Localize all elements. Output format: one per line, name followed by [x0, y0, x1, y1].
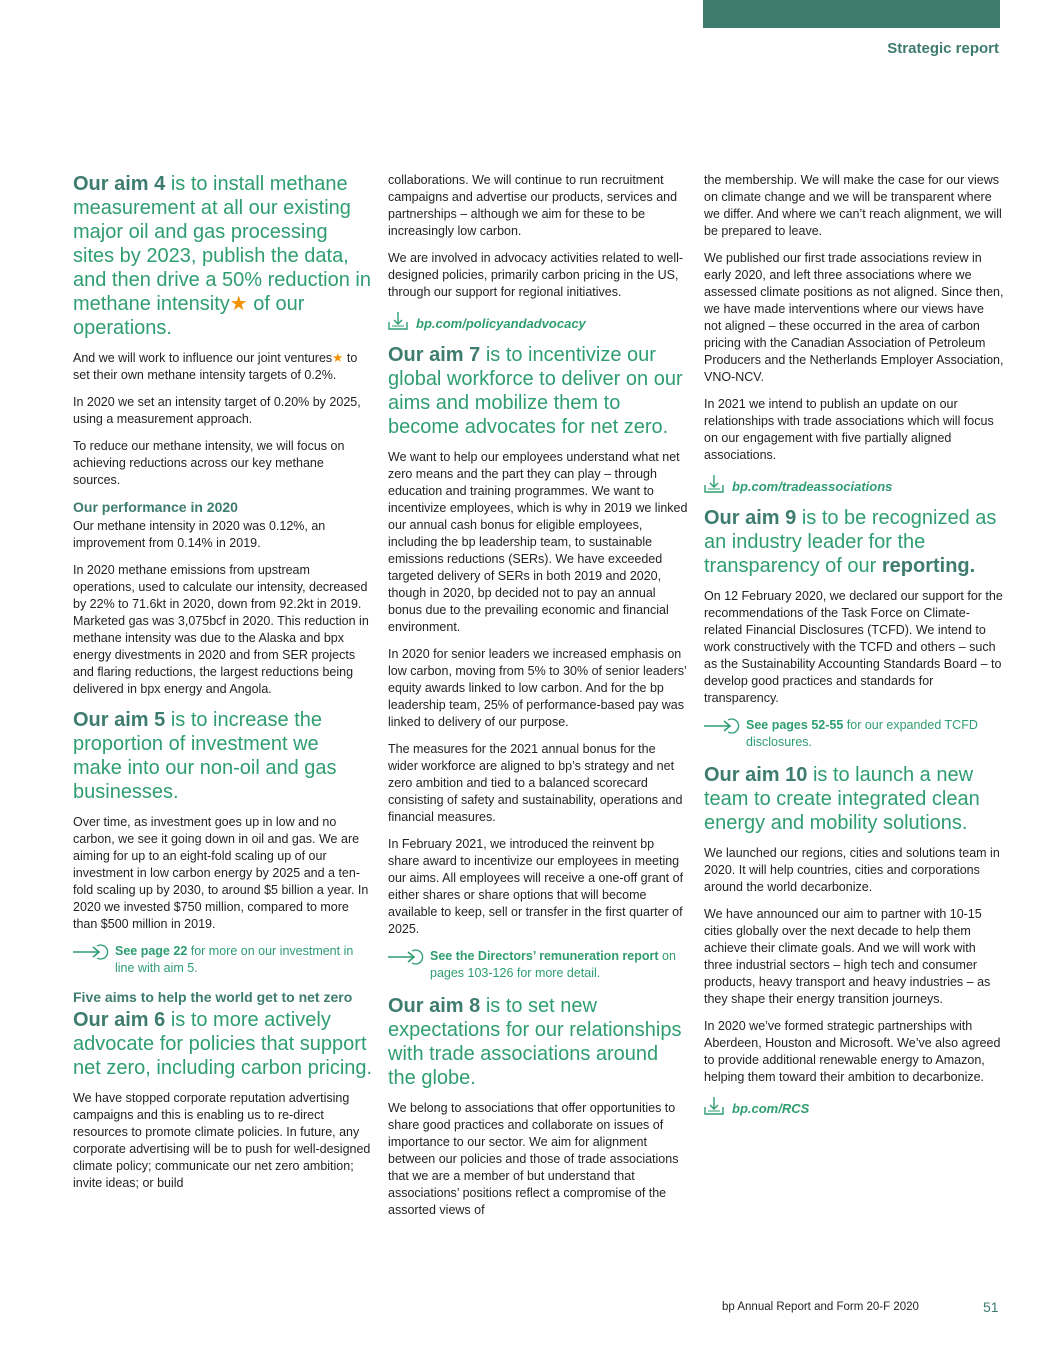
header-color-bar — [703, 0, 1000, 28]
download-icon — [388, 311, 408, 331]
performance-heading: Our performance in 2020 — [73, 499, 238, 515]
aim-5-lead: Our aim 5 — [73, 709, 166, 731]
paragraph: On 12 February 2020, we declared our support for the recommendations of the Task Force on Climate-related Financial Disclosures (TCFD). We intend to work constructively with the TCFD and others – such as the Sustainability Accounting Standards Board – to develop good practices and standards for transparency. — [704, 589, 1003, 705]
paragraph: the membership. We will make the case for our views on climate change and we will be transparent where we differ. And where we can’t reach alignment, we will be prepared to leave. — [704, 173, 1002, 238]
aim-8-text: is to set new expectations for our relationships with trade associations around the globe. — [388, 995, 682, 1089]
paragraph: We have stopped corporate reputation advertising campaigns and this is enabling us to re-direct resources to promote climate policies. In future, any corporate advertising will be to push for well-designed climate policy; communicate our net zero ambition; invite ideas; or build — [73, 1091, 371, 1190]
paragraph: We launched our regions, cities and solutions team in 2020. It will help countries, cities and corporations around the world decarbonize. — [704, 846, 1000, 894]
paragraph: collaborations. We will continue to run recruitment campaigns and advertise our products, services and partnerships – although we aim for these to be increasingly low carbon. — [388, 173, 678, 238]
paragraph: We are involved in advocacy activities related to well-designed policies, primarily carbon pricing in the US, through our support for regional initiatives. — [388, 251, 684, 299]
aim-6-lead: Our aim 6 — [73, 1009, 166, 1031]
link-text: bp.com/RCS — [732, 1101, 810, 1116]
paragraph: Over time, as investment goes up in low and no carbon, we see it going down in oil and gas. We are aiming for up to an eight-fold scaling up of our investment in low carbon energy by 2025 and a ten-fold scaling up by 2030, to around $5 billion a year. In 2020 we invested $750 million, compared to more than $500 million in 2019. — [73, 815, 369, 931]
cross-reference-tcfd[interactable] — [704, 717, 1004, 751]
cross-reference-rest: for more on our investment in line with aim 5. — [115, 944, 354, 975]
aim-5-heading — [73, 708, 373, 804]
paragraph: In 2020 we set an intensity target of 0.20% by 2025, using a measurement approach. — [73, 395, 361, 426]
link-text: bp.com/tradeassociations — [732, 479, 893, 494]
aim-8-lead: Our aim 8 — [388, 995, 481, 1017]
aim-8-heading — [388, 994, 688, 1090]
aim-10-lead: Our aim 10 — [704, 764, 808, 786]
column-2 — [388, 172, 688, 1229]
paragraph: Our methane intensity in 2020 was 0.12%, an improvement from 0.14% in 2019. — [73, 519, 326, 550]
cross-reference-bold: See the Directors’ remuneration report — [430, 949, 659, 963]
aim-10-text: is to launch a new team to create integrated clean energy and mobility solutions. — [704, 764, 980, 834]
paragraph: The measures for the 2021 annual bonus for the wider workforce are aligned to bp’s strategy and net zero ambition and tied to a balanced scorecard consisting of safety and sustainability, operations and financial measures. — [388, 742, 683, 824]
link-rcs[interactable] — [704, 1096, 1004, 1116]
cross-reference-text — [430, 948, 688, 982]
cross-reference-rest: for our expanded TCFD disclosures. — [746, 718, 978, 749]
aim-9-lead: Our aim 9 — [704, 507, 797, 529]
cross-reference-text — [746, 717, 1004, 751]
cross-reference-bold: See page 22 — [115, 944, 188, 958]
cross-reference-bold: See pages 52-55 — [746, 718, 844, 732]
aim-10-heading — [704, 763, 1004, 835]
paragraph: We belong to associations that offer opportunities to share good practices and collaborate on issues of importance to our sector. We aim for alignment between our policies and those of trade associations that we are a member of but understand that associations’ positions reflect a compromise of the assorted views of — [388, 1101, 679, 1217]
aim-7-heading — [388, 343, 688, 439]
aim-9-bold-tail: reporting. — [881, 555, 976, 577]
arrow-right-icon — [73, 943, 109, 961]
aim-9-heading — [704, 506, 1004, 578]
cross-reference-rest: on pages 103-126 for more detail. — [430, 949, 676, 980]
aim-5-text: is to increase the proportion of investment we make into our non-oil and gas businesses. — [73, 709, 337, 803]
section-label: Strategic report — [887, 40, 999, 57]
paragraph: We want to help our employees understand what net zero means and the part they can play – through education and training programmes. We want to incentivize employees, which is why in 2019 we linked our annual cash bonus for eligible employees, including the bp leadership team, to sustainable emissions reductions (SERs). We have exceeded targeted delivery of SERs in both 2019 and 2020, though in 2020, bp decided not to pay an annual bonus due to the prevailing economic and financial environment. — [388, 450, 688, 634]
arrow-right-icon — [388, 948, 424, 966]
paragraph: We published our first trade associations review in early 2020, and left three associations where we assessed climate positions as not aligned. Since then, we have made interventions where our views have not aligned – these occurred in the area of carbon pricing with the Canadian Association of Petroleum Producers and the Netherlands Employer Association, VNO-NCV. — [704, 251, 1004, 384]
link-text: bp.com/policyandadvocacy — [416, 316, 586, 331]
aim-4-tail: of our operations. — [73, 293, 305, 339]
aim-4-lead: Our aim 4 — [73, 173, 166, 195]
paragraph: In 2020 methane emissions from upstream operations, used to calculate our intensity, decreased by 22% to 71.6kt in 2020, down from 92.2kt in 2019. Marketed gas was 3,075bcf in 2020. This reduction in methane intensity was due to the Alaska and bpx energy divestments in 2020 and from SER projects and flaring reductions, the largest reductions being delivered in bpx energy and Angola. — [73, 563, 369, 696]
aim-4-text: is to install methane measurement at all our existing major oil and gas processing sites by 2023, publish the data, and then drive a 50% reduction in methane intensity — [73, 173, 371, 315]
star-icon: ★ — [229, 293, 248, 315]
star-icon: ★ — [332, 351, 344, 365]
paragraph: In February 2021, we introduced the reinvent bp share award to incentivize our employees in meeting our aims. All employees will receive a one-off grant of either shares or share options that will become available to keep, sell or transfer in the first quarter of 2025. — [388, 837, 684, 936]
paragraph-text: And we will work to influence our joint ventures — [73, 351, 333, 365]
paragraph — [73, 350, 373, 384]
paragraph: In 2020 we’ve formed strategic partnerships with Aberdeen, Houston and Microsoft. We’ve also agreed to provide additional renewable energy to Amazon, helping them toward their ambition to decarbonize. — [704, 1019, 1001, 1084]
aim-6-heading — [73, 1008, 373, 1080]
page-number: 51 — [983, 1299, 999, 1315]
link-trade-associations[interactable] — [704, 474, 1004, 494]
aim-9-text: is to be recognized as an industry leader for the transparency of our — [704, 507, 997, 577]
aim-7-lead: Our aim 7 — [388, 344, 481, 366]
paragraph: We have announced our aim to partner with 10-15 cities globally over the next decade to help them achieve their climate goals. And we will work with three industrial sectors – high tech and consumer products, heavy transport and heavy industries – as they shape their energy transition journeys. — [704, 907, 991, 1006]
cross-reference-remuneration[interactable] — [388, 948, 688, 982]
paragraph: In 2020 for senior leaders we increased emphasis on low carbon, moving from 5% to 30% of senior leaders’ equity awards linked to low carbon. And for the bp leadership team, 25% of performance-based pay was linked to delivery of our purpose. — [388, 647, 687, 729]
five-aims-heading: Five aims to help the world get to net zero — [73, 989, 353, 1005]
aim-4-heading — [73, 172, 373, 340]
download-icon — [704, 474, 724, 494]
download-icon — [704, 1096, 724, 1116]
arrow-right-icon — [704, 717, 740, 735]
column-1 — [73, 172, 373, 1202]
column-3 — [704, 172, 1004, 1128]
paragraph-text: to set their own methane intensity targets of 0.2%. — [73, 351, 358, 382]
paragraph: To reduce our methane intensity, we will focus on achieving reductions across our key methane sources. — [73, 439, 345, 487]
aim-6-text: is to more actively advocate for policies that support net zero, including carbon pricing. — [73, 1009, 373, 1079]
cross-reference-text — [115, 943, 373, 977]
cross-reference-page-22[interactable] — [73, 943, 373, 977]
aim-7-text: is to incentivize our global workforce to deliver on our aims and mobilize them to become advocates for net zero. — [388, 344, 683, 438]
link-policy-advocacy[interactable] — [388, 311, 688, 331]
footer-title: bp Annual Report and Form 20-F 2020 — [722, 1301, 919, 1313]
paragraph: In 2021 we intend to publish an update on our relationships with trade associations which will focus on our engagement with five partially aligned associations. — [704, 397, 994, 462]
